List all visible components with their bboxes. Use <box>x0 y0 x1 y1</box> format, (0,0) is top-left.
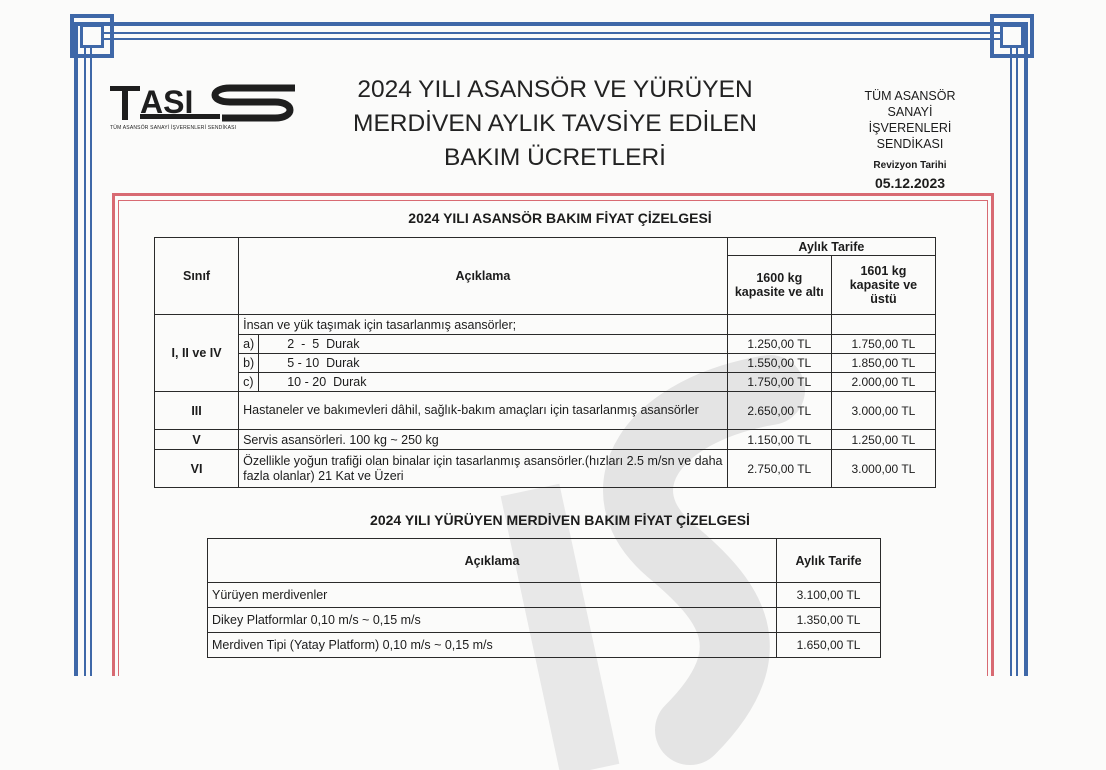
col-header-tariff: Aylık Tarife <box>777 539 881 583</box>
revision-label: Revizyon Tarihi <box>873 160 947 171</box>
price-low-cell: 2.750,00 TL <box>727 450 831 488</box>
table-row <box>208 583 881 608</box>
col-header-high-capacity: 1601 kg kapasite ve üstü <box>831 256 935 315</box>
title-line-3: BAKIM ÜCRETLERİ <box>444 144 666 171</box>
price-high-cell: 1.850,00 TL <box>831 354 935 373</box>
col-header-low-capacity: 1600 kg kapasite ve altı <box>727 256 831 315</box>
class-cell: VI <box>155 450 239 488</box>
description-cell: Dikey Platformlar 0,10 m/s ~ 0,15 m/s <box>208 608 777 633</box>
elevator-table-heading: 2024 YILI ASANSÖR BAKIM FİYAT ÇİZELGESİ <box>408 210 712 226</box>
table-row <box>155 392 936 430</box>
escalator-table-heading: 2024 YILI YÜRÜYEN MERDİVEN BAKIM FİYAT ÇİZELGESİ <box>370 512 750 528</box>
col-header-class: Sınıf <box>155 238 239 315</box>
letter-cell: a) <box>239 335 259 354</box>
union-line-3: İŞVERENLERİ <box>868 121 952 135</box>
description-cell: Servis asansörleri. 100 kg ~ 250 kg <box>239 430 728 450</box>
table-row <box>208 633 881 658</box>
union-line-2: SANAYİ <box>887 105 933 119</box>
table-row <box>155 373 936 392</box>
union-name <box>838 88 982 152</box>
price-high-cell: 2.000,00 TL <box>831 373 935 392</box>
description-cell: 5 - 10 Durak <box>259 354 728 373</box>
description-cell: Merdiven Tipi (Yatay Platform) 0,10 m/s ~ 0,15 m/s <box>208 633 777 658</box>
description-cell: Hastaneler ve bakımevleri dâhil, sağlık-bakım amaçları için tasarlanmış asansörler <box>239 392 728 430</box>
description-cell: 10 - 20 Durak <box>259 373 728 392</box>
class-cell: I, II ve IV <box>155 315 239 392</box>
price-high-cell: 3.000,00 TL <box>831 392 935 430</box>
price-low-cell: 1.750,00 TL <box>727 373 831 392</box>
table-row <box>155 450 936 488</box>
description-cell: 2 - 5 Durak <box>259 335 728 354</box>
letter-cell: b) <box>239 354 259 373</box>
class-cell: V <box>155 430 239 450</box>
tasis-logo-mark <box>110 80 302 124</box>
description-cell: Yürüyen merdivenler <box>208 583 777 608</box>
price-high-cell: 1.750,00 TL <box>831 335 935 354</box>
price-cell: 3.100,00 TL <box>777 583 881 608</box>
table-row <box>155 335 936 354</box>
col-header-description: Açıklama <box>208 539 777 583</box>
escalator-price-table <box>207 538 881 658</box>
table-row <box>155 354 936 373</box>
description-cell: Özellikle yoğun trafiği olan binalar için tasarlanmış asansörler.(hızları 2.5 m/sn ve daha fazla olanlar) 21 Kat ve Üzeri <box>239 450 728 488</box>
document-title <box>324 73 786 175</box>
revision-date: 05.12.2023 <box>874 175 946 191</box>
price-low-cell: 2.650,00 TL <box>727 392 831 430</box>
logo-subtitle: TÜM ASANSÖR SANAYİ İŞVERENLERİ SENDİKASI <box>110 125 237 131</box>
letter-cell: c) <box>239 373 259 392</box>
table-row <box>208 608 881 633</box>
table-row <box>155 315 936 335</box>
empty-cell <box>831 315 935 335</box>
union-line-4: SENDİKASI <box>876 137 944 151</box>
empty-cell <box>727 315 831 335</box>
tasis-logo <box>110 80 302 136</box>
class-cell: III <box>155 392 239 430</box>
union-line-1: TÜM ASANSÖR <box>864 89 956 103</box>
price-cell: 1.650,00 TL <box>777 633 881 658</box>
price-low-cell: 1.250,00 TL <box>727 335 831 354</box>
svg-text:ASI: ASI <box>140 84 194 120</box>
price-high-cell: 3.000,00 TL <box>831 450 935 488</box>
table-row <box>155 430 936 450</box>
price-low-cell: 1.150,00 TL <box>727 430 831 450</box>
price-high-cell: 1.250,00 TL <box>831 430 935 450</box>
col-header-tariff: Aylık Tarife <box>727 238 935 256</box>
description-cell: İnsan ve yük taşımak için tasarlanmış asansörler; <box>239 315 728 335</box>
title-line-1: 2024 YILI ASANSÖR VE YÜRÜYEN <box>357 76 753 103</box>
price-cell: 1.350,00 TL <box>777 608 881 633</box>
elevator-price-table <box>154 237 936 488</box>
price-low-cell: 1.550,00 TL <box>727 354 831 373</box>
col-header-description: Açıklama <box>239 238 728 315</box>
title-line-2: MERDİVEN AYLIK TAVSİYE EDİLEN <box>353 110 757 137</box>
